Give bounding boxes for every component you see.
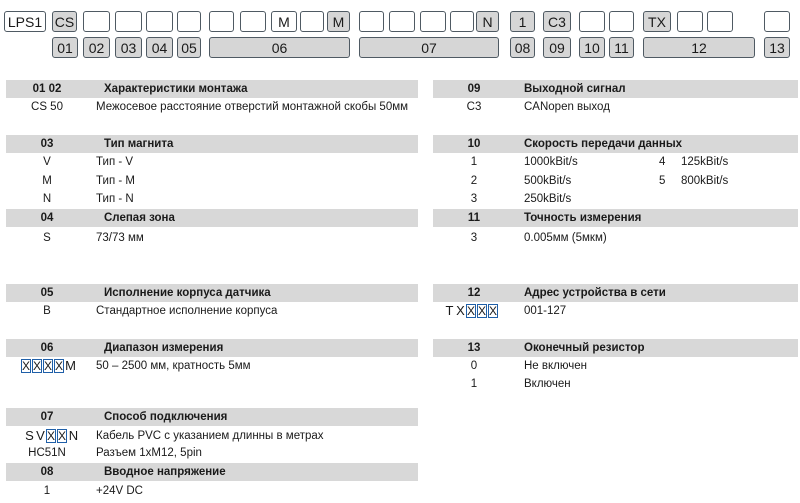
code-cell-lps1: LPS1 xyxy=(4,11,46,32)
option-code: 2 xyxy=(470,175,478,187)
code-cell-empty xyxy=(764,11,790,32)
section-header-09 xyxy=(433,80,798,98)
section-code: 12 xyxy=(467,287,481,299)
option-description: Тип - V xyxy=(96,156,134,168)
placeholder-box: X xyxy=(489,304,498,318)
option-description: 50 – 2500 мм, кратность 5мм xyxy=(96,360,251,372)
position-13: 13 xyxy=(764,37,790,58)
section-header-07 xyxy=(6,408,418,426)
option-code: M xyxy=(42,175,52,187)
position-06: 06 xyxy=(209,37,350,58)
section-title: Исполнение корпуса датчика xyxy=(104,287,271,299)
code-cell-empty xyxy=(450,11,474,32)
position-11: 11 xyxy=(609,37,634,58)
code-cell-empty xyxy=(609,11,634,32)
section-header-08 xyxy=(6,463,418,481)
option-code: C3 xyxy=(466,101,482,113)
section-code: 11 xyxy=(467,212,481,224)
section-header-05 xyxy=(6,284,418,302)
code-cell-empty xyxy=(579,11,605,32)
section-header-10 xyxy=(433,135,798,153)
option-description: 250kBit/s xyxy=(524,193,572,205)
option-description: 125kBit/s xyxy=(681,156,729,168)
section-title: Вводное напряжение xyxy=(104,466,226,478)
option-description: 800kBit/s xyxy=(681,175,729,187)
section-title: Выходной сигнал xyxy=(524,83,626,95)
placeholder-box: X xyxy=(44,359,53,373)
placeholder-box: X xyxy=(47,429,56,443)
section-title: Диапазон измерения xyxy=(104,342,224,354)
position-10: 10 xyxy=(579,37,605,58)
code-cell-empty xyxy=(177,11,201,32)
position-02: 02 xyxy=(83,37,110,58)
section-header-0102 xyxy=(6,80,418,98)
range-letter: M xyxy=(65,358,76,373)
option-description: +24V DC xyxy=(96,485,143,497)
section-header-11 xyxy=(433,209,798,227)
position-08: 08 xyxy=(510,37,535,58)
option-code: 0 xyxy=(470,360,478,372)
code-cell-empty xyxy=(359,11,384,32)
position-03: 03 xyxy=(115,37,142,58)
address-code xyxy=(444,302,499,320)
section-header-13 xyxy=(433,339,798,357)
option-code: CS 50 xyxy=(31,101,63,113)
code-cell-c3: C3 xyxy=(543,11,571,32)
section-header-04 xyxy=(6,209,418,227)
section-code: 09 xyxy=(467,83,481,95)
section-title: Адрес устройства в сети xyxy=(524,287,666,299)
placeholder-box: X xyxy=(467,304,476,318)
section-header-12 xyxy=(433,284,798,302)
option-code: HC51N xyxy=(28,447,66,459)
connection-code xyxy=(24,427,79,445)
section-code: 01 02 xyxy=(32,83,62,95)
option-code: 4 xyxy=(659,156,666,168)
range-code xyxy=(21,357,76,375)
position-04: 04 xyxy=(146,37,173,58)
section-code: 05 xyxy=(40,287,54,299)
option-description: Не включен xyxy=(524,360,587,372)
option-description: Разъем 1xM12, 5pin xyxy=(96,447,202,459)
placeholder-box: X xyxy=(55,359,64,373)
code-cell-empty xyxy=(389,11,415,32)
position-07: 07 xyxy=(359,37,499,58)
code-cell-n: N xyxy=(476,11,499,32)
option-code: 3 xyxy=(470,232,478,244)
position-09: 09 xyxy=(543,37,571,58)
code-cell-empty xyxy=(240,11,266,32)
option-description: 500kBit/s xyxy=(524,175,572,187)
option-code: N xyxy=(42,193,52,205)
option-description: Межосевое расстояние отверстий монтажной скобы 50мм xyxy=(96,101,409,113)
section-code: 06 xyxy=(40,342,54,354)
option-code: V xyxy=(43,156,51,168)
code-cell-empty xyxy=(707,11,733,32)
section-title: Оконечный резистор xyxy=(524,342,645,354)
option-description: Стандартное исполнение корпуса xyxy=(96,305,278,317)
section-title: Слепая зона xyxy=(104,212,175,224)
connection-letter: N xyxy=(68,428,79,443)
option-code: 3 xyxy=(470,193,478,205)
section-code: 13 xyxy=(467,342,481,354)
section-header-03 xyxy=(6,135,418,153)
placeholder-box: X xyxy=(22,359,31,373)
address-letter: X xyxy=(456,303,465,318)
option-description: 73/73 мм xyxy=(96,232,144,244)
code-cell-empty xyxy=(300,11,324,32)
code-cell-m: M xyxy=(327,11,350,32)
section-title: Скорость передачи данных xyxy=(524,138,683,150)
option-code: 1 xyxy=(470,156,478,168)
option-code: 5 xyxy=(659,175,666,187)
option-description: Кабель PVC с указанием длинны в метрах xyxy=(96,430,324,442)
section-code: 10 xyxy=(467,138,481,150)
option-description: 001-127 xyxy=(524,305,567,317)
section-title: Способ подключения xyxy=(104,411,228,423)
code-cell-empty xyxy=(420,11,446,32)
code-cell-empty xyxy=(209,11,234,32)
position-12: 12 xyxy=(643,37,755,58)
section-code: 07 xyxy=(40,411,54,423)
address-letter: T xyxy=(445,303,454,318)
section-header-06 xyxy=(6,339,418,357)
section-title: Точность измерения xyxy=(524,212,642,224)
option-description: 0.005мм (5мкм) xyxy=(524,232,607,244)
option-description: CANopen выход xyxy=(524,101,610,113)
code-cell-empty xyxy=(115,11,142,32)
code-cell-cs: CS xyxy=(52,11,77,32)
position-05: 05 xyxy=(177,37,201,58)
placeholder-box: X xyxy=(58,429,67,443)
option-description: Тип - M xyxy=(96,175,135,187)
section-title: Тип магнита xyxy=(104,138,174,150)
option-description: Включен xyxy=(524,378,571,390)
placeholder-box: X xyxy=(33,359,42,373)
option-code: 1 xyxy=(470,378,478,390)
option-description: 1000kBit/s xyxy=(524,156,578,168)
section-code: 03 xyxy=(40,138,54,150)
option-description: Тип - N xyxy=(96,193,134,205)
section-code: 04 xyxy=(40,212,54,224)
section-title: Характеристики монтажа xyxy=(104,83,248,95)
connection-letter: S xyxy=(25,428,34,443)
code-cell-empty xyxy=(83,11,110,32)
section-code: 08 xyxy=(40,466,54,478)
code-cell-1: 1 xyxy=(510,11,535,32)
connection-letter: V xyxy=(36,428,45,443)
code-cell-empty xyxy=(677,11,703,32)
placeholder-box: X xyxy=(478,304,487,318)
position-01: 01 xyxy=(52,37,78,58)
code-cell-tx: TX xyxy=(643,11,671,32)
option-code: 1 xyxy=(43,485,51,497)
code-cell-empty xyxy=(146,11,173,32)
option-code: B xyxy=(43,305,51,317)
option-code: S xyxy=(43,232,51,244)
code-cell-empty: M xyxy=(271,11,297,32)
